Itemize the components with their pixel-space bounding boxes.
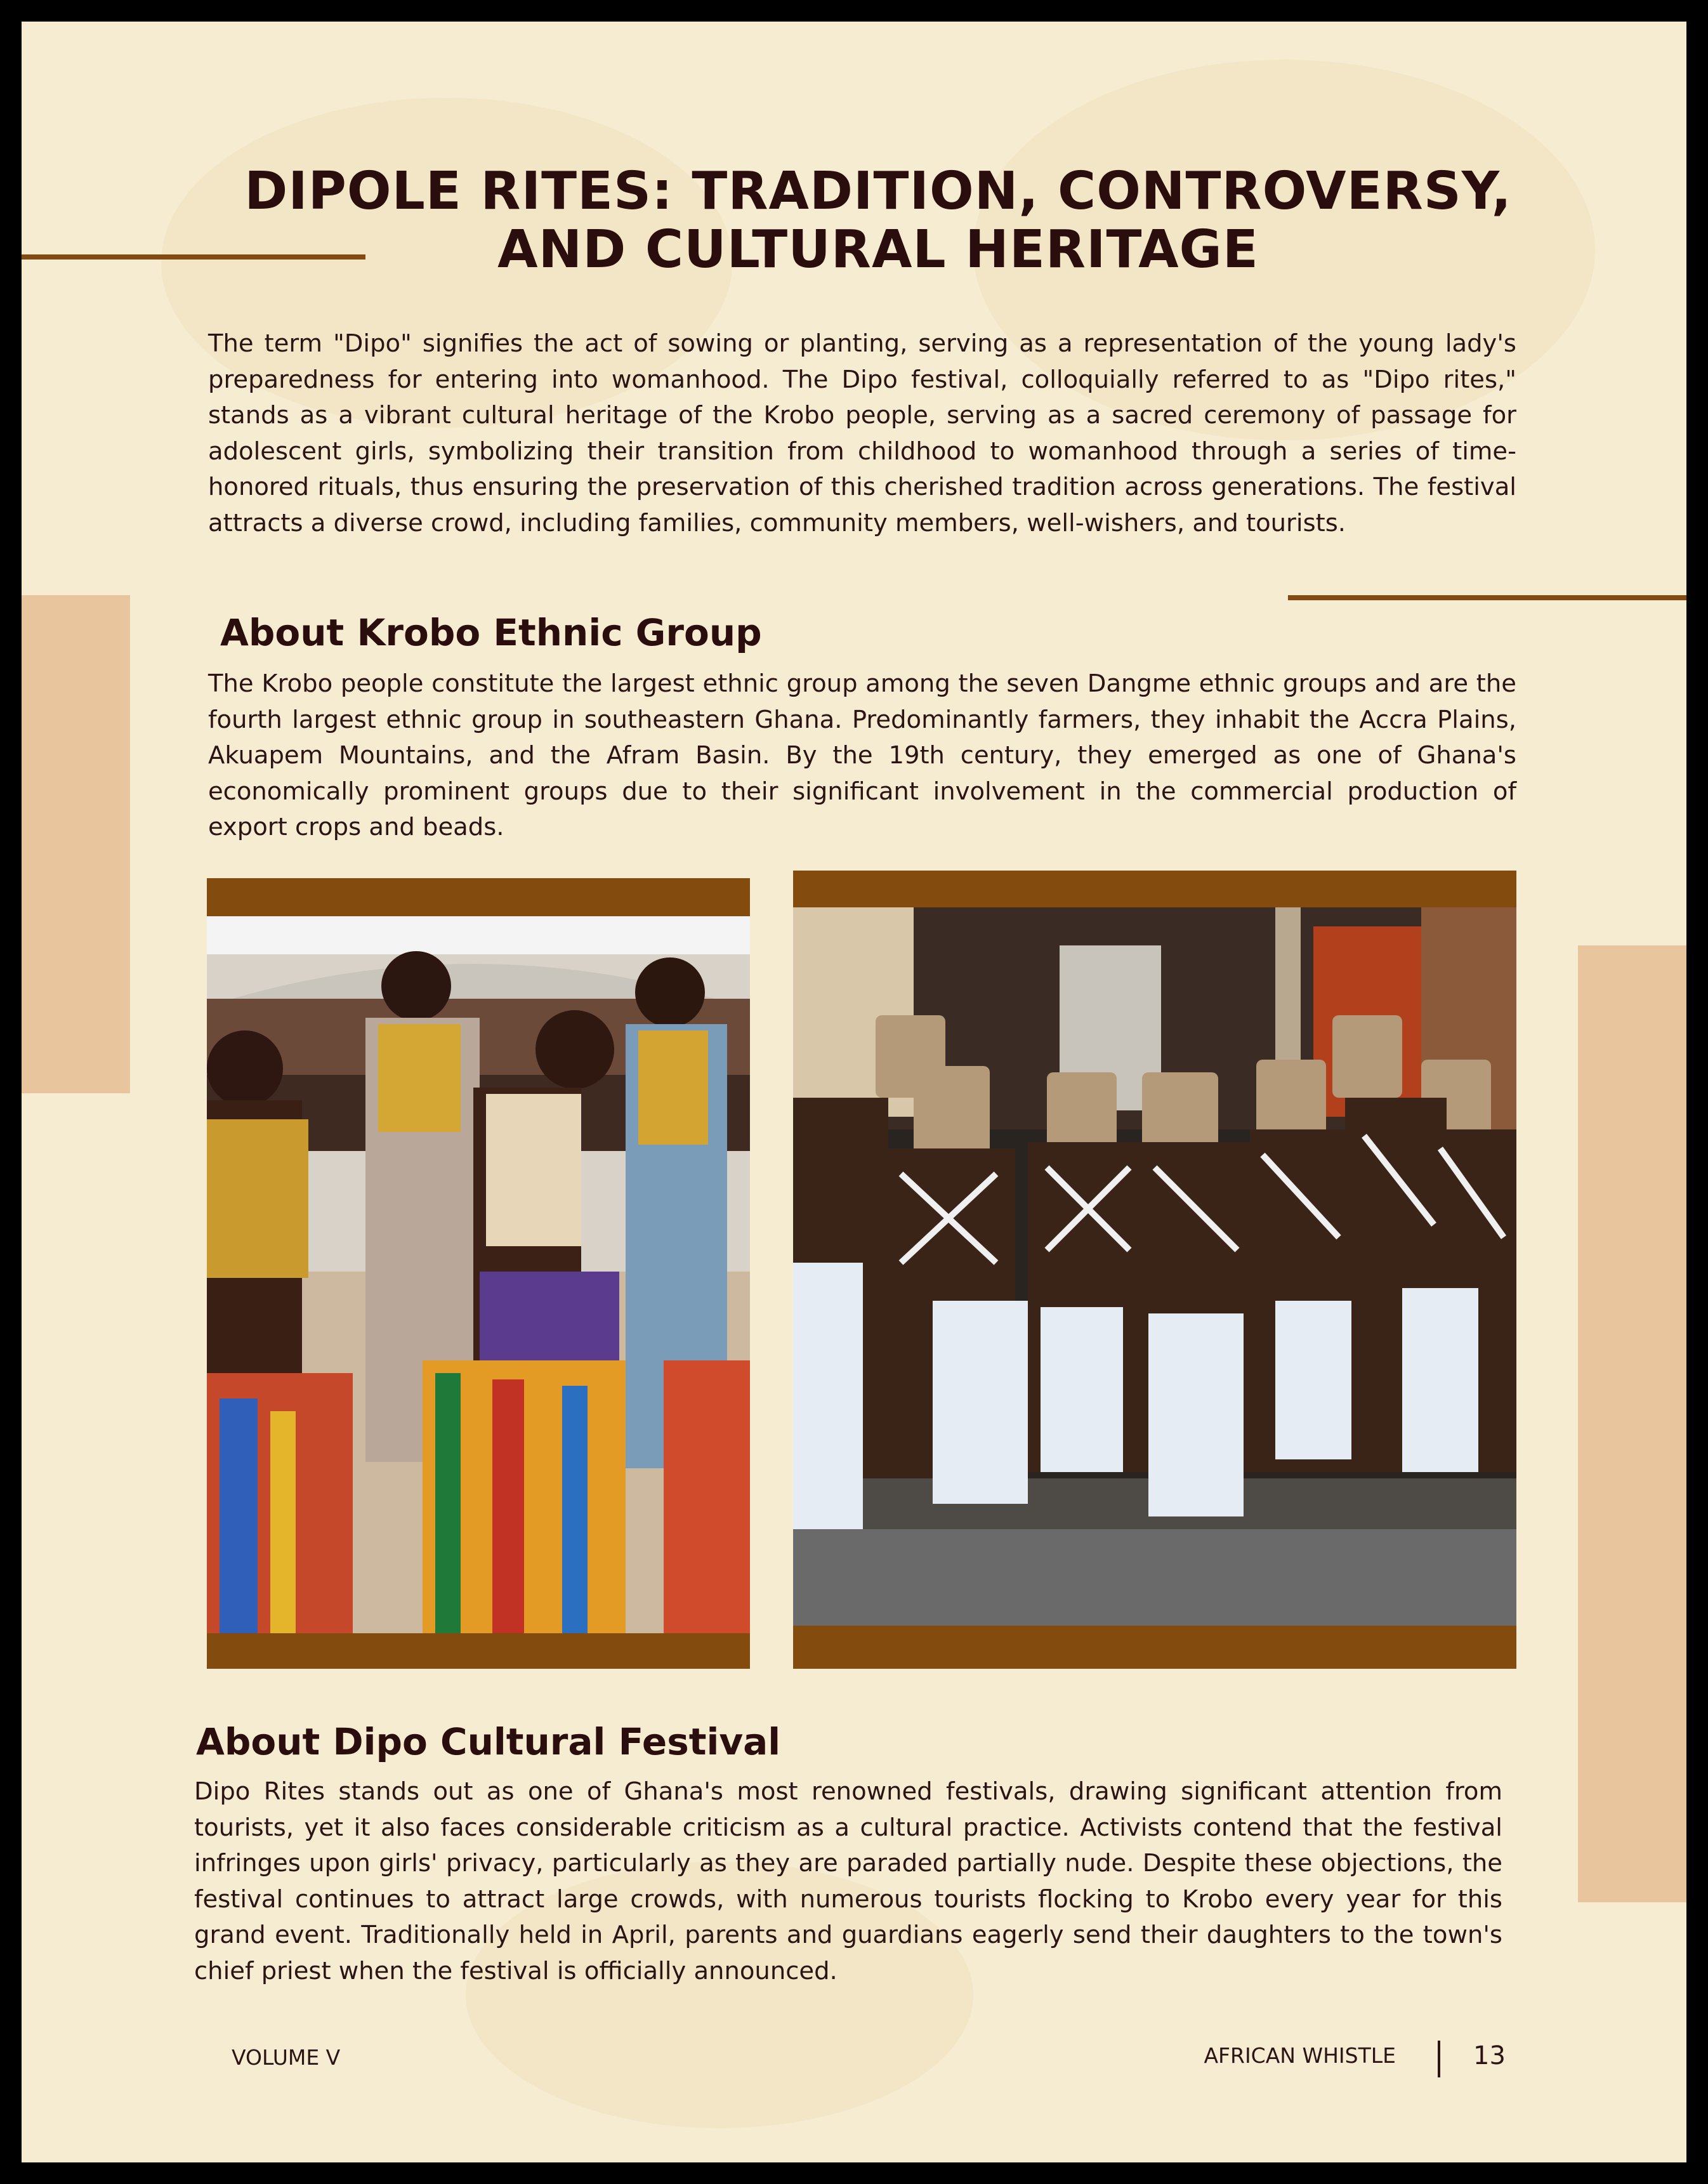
page-title [148, 162, 1608, 279]
dancing-girls-photo [207, 916, 750, 1633]
dipo-section-body: Dipo Rites stands out as one of Ghana's most renowned festivals, drawing significant attention from tourists, yet it also faces considerable criticism as a cultural practice. Activists contend that the festival infringes upon girls' privacy, particularly as they are paraded partially nude. Despite these objections, the festival continues to attract large crowds, with numerous tourists flocking to Krobo every year for this grand event. Traditionally held in April, parents and guardians eagerly send their daughters to the town's chief priest when the festival is officially announced. [194, 1777, 1502, 1985]
right-decor-block [1578, 945, 1686, 1902]
section-right-rule [1288, 595, 1686, 600]
krobo-section-body: The Krobo people constitute the largest ethnic group among the seven Dangme ethnic groups and are the fourth largest ethnic group in southeastern Ghana. Predominantly farmers, they inhabit the Accra Plains, Akuapem Mountains, and the Afram Basin. By the 19th century, they emerged as one of Ghana's economically prominent groups due to their significant involvement in the commercial production of export crops and beads. [208, 669, 1516, 841]
footer-magazine-name: AFRICAN WHISTLE [1204, 2043, 1396, 2068]
footer-volume: VOLUME V [232, 2045, 341, 2070]
footer-separator [1438, 2041, 1440, 2077]
left-decor-block [22, 595, 130, 1093]
intro-paragraph: The term "Dipo" signifies the act of sowing or planting, serving as a representation of the young lady's preparedness for entering into womanhood. The Dipo festival, colloquially referred to as "Dipo rites," stands as a vibrant cultural heritage of the Krobo people, serving as a sacred ceremony of passage for adolescent girls, symbolizing their transition from childhood to womanhood through a series of time-honored rituals, thus ensuring the preservation of this cherished tradition across generations. The festival attracts a diverse crowd, including families, community members, well-wishers, and tourists. [208, 329, 1516, 537]
title-line-2: AND CULTURAL HERITAGE [497, 220, 1259, 280]
seated-initiates-photo [793, 907, 1516, 1626]
footer-page-number: 13 [1473, 2041, 1506, 2070]
krobo-section-heading: About Krobo Ethnic Group [220, 611, 762, 654]
magazine-page [22, 22, 1686, 2162]
dipo-section-heading: About Dipo Cultural Festival [196, 1720, 781, 1763]
title-line-1: DIPOLE RITES: TRADITION, CONTROVERSY, [244, 161, 1512, 221]
